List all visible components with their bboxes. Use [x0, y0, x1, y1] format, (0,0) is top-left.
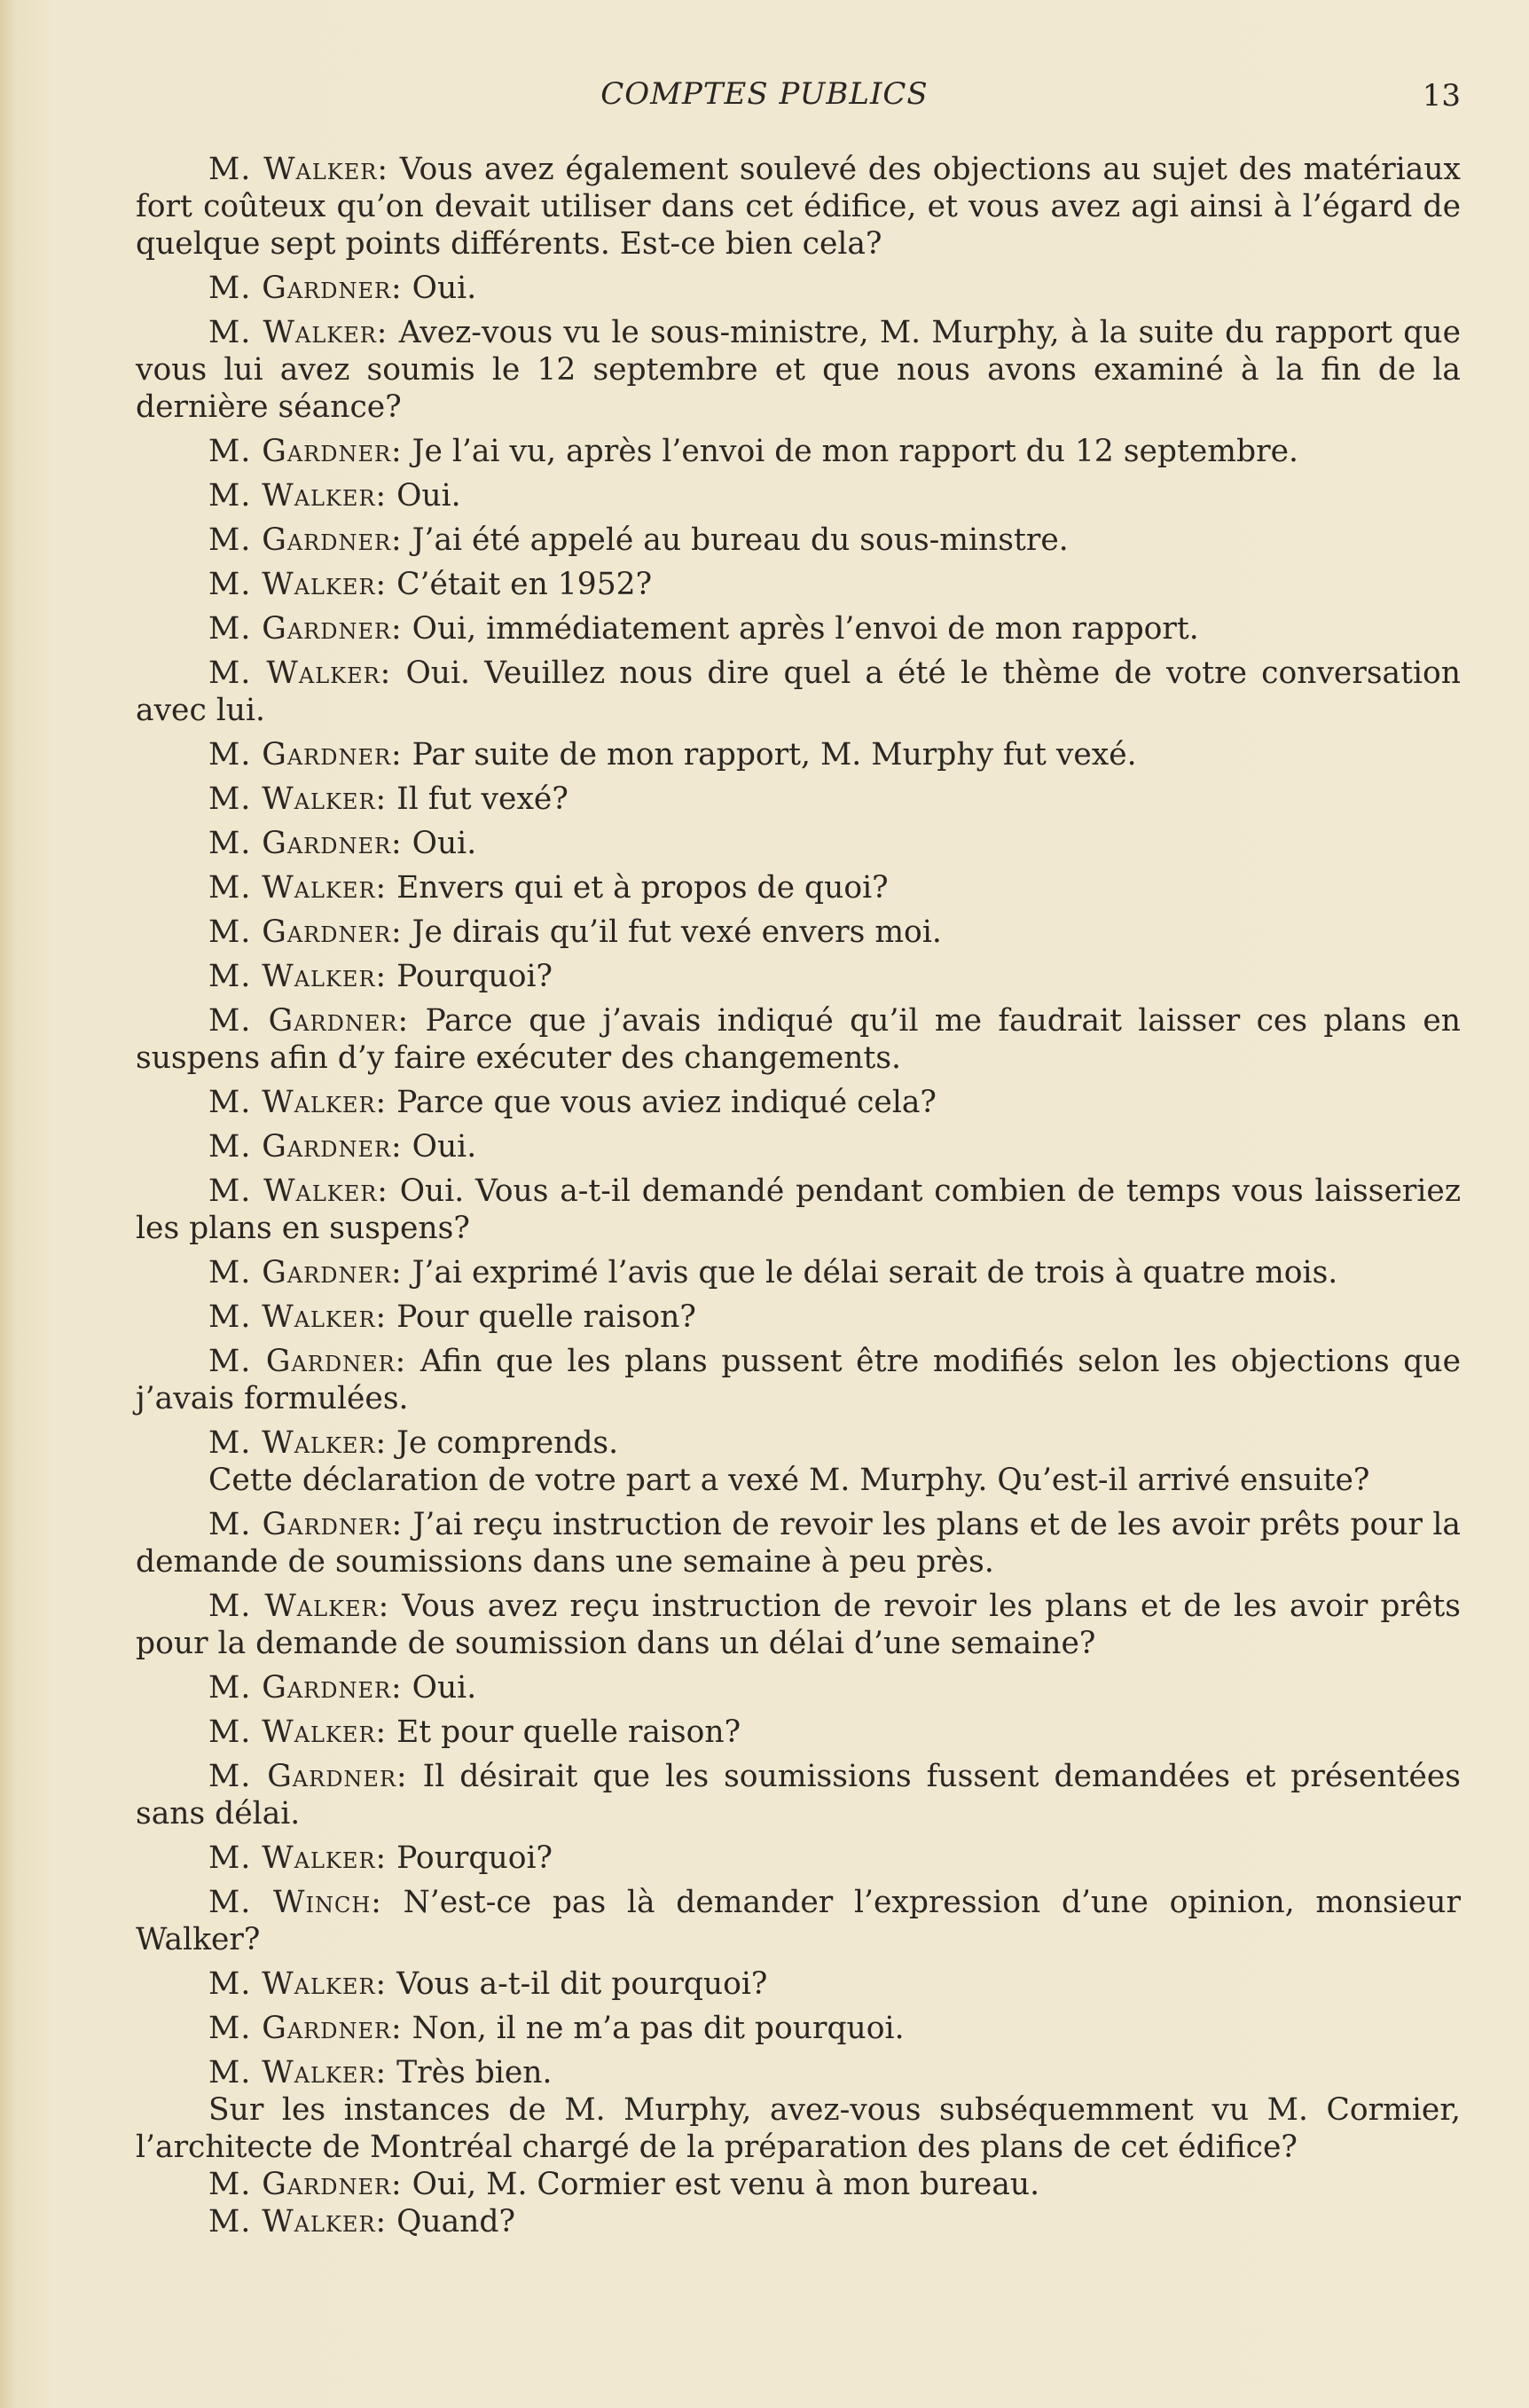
- speaker-label: M. Gardner:: [208, 2011, 403, 2046]
- dialogue-paragraph: [136, 1298, 1461, 1336]
- speaker-label: M. Gardner:: [208, 1344, 407, 1379]
- dialogue-text: J’ai reçu instruction de revoir les plans et de les avoir prêts pour la demande de soumissions dans une semaine à peu près.: [136, 1507, 1461, 1580]
- dialogue-paragraph: [136, 914, 1461, 951]
- speaker-label: M. Walker:: [208, 1966, 388, 2002]
- speaker-label: M. Gardner:: [208, 737, 403, 773]
- dialogue-text: Cette déclaration de votre part a vexé M. Murphy. Qu’est-il arrivé ensuite?: [208, 1463, 1370, 1498]
- speaker-label: M. Gardner:: [208, 1507, 404, 1542]
- dialogue-text: Il désirait que les soumissions fussent demandées et présentées sans délai.: [136, 1759, 1461, 1831]
- dialogue-text: Il fut vexé?: [396, 781, 568, 817]
- dialogue-text: Oui. Veuillez nous dire quel a été le thème de votre conversation avec lui.: [136, 655, 1462, 728]
- dialogue-text: Je comprends.: [396, 1425, 619, 1461]
- dialogue-text: Vous avez également soulevé des objections au sujet des matériaux fort coûteux qu’on devait utiliser dans cet édifice, et vous avez agi ainsi à l’égard de quelque sept points différents. Est-ce bien cela?: [136, 152, 1461, 262]
- speaker-label: M. Gardner:: [208, 434, 403, 469]
- transcript-body: [136, 151, 1461, 2247]
- dialogue-text: Oui.: [412, 1129, 477, 1165]
- speaker-label: M. Walker:: [208, 567, 388, 602]
- speaker-label: M. Gardner:: [208, 914, 403, 950]
- dialogue-paragraph: [136, 151, 1461, 263]
- dialogue-text: J’ai exprimé l’avis que le délai serait de trois à quatre mois.: [412, 1255, 1338, 1290]
- speaker-label: M. Walker:: [208, 2204, 388, 2239]
- dialogue-paragraph: [136, 825, 1461, 862]
- speaker-label: M. Walker:: [208, 2055, 388, 2090]
- dialogue-paragraph: [136, 1424, 1461, 1462]
- dialogue-paragraph: [136, 1965, 1461, 2003]
- dialogue-text: Pourquoi?: [396, 959, 553, 994]
- dialogue-text: N’est-ce pas là demander l’expression d’une opinion, monsieur Walker?: [136, 1885, 1461, 1957]
- dialogue-text: Parce que j’avais indiqué qu’il me faudrait laisser ces plans en suspens afin d’y faire exécuter des changements.: [136, 1003, 1461, 1076]
- dialogue-text: Parce que vous aviez indiqué cela?: [396, 1085, 937, 1120]
- dialogue-text: Non, il ne m’a pas dit pourquoi.: [412, 2011, 905, 2046]
- dialogue-paragraph: [136, 270, 1461, 307]
- dialogue-paragraph: [136, 477, 1461, 514]
- dialogue-text: Oui.: [412, 826, 477, 861]
- dialogue-paragraph: [136, 433, 1461, 470]
- page-number: 13: [1422, 78, 1461, 114]
- dialogue-paragraph: [136, 2010, 1461, 2047]
- dialogue-text: Oui, M. Cormier est venu à mon bureau.: [412, 2167, 1040, 2202]
- speaker-label: M. Walker:: [208, 152, 388, 187]
- page-header: [0, 76, 1529, 121]
- speaker-label: M. Gardner:: [208, 1670, 403, 1706]
- speaker-label: M. Walker:: [208, 1299, 388, 1335]
- dialogue-text: Oui.: [412, 271, 477, 306]
- dialogue-text: Avez-vous vu le sous-ministre, M. Murphy, à la suite du rapport que vous lui avez soumis le 12 septembre et que nous avons examiné à la fin de la dernière séance?: [136, 315, 1461, 425]
- dialogue-paragraph: [136, 958, 1461, 995]
- speaker-label: M. Gardner:: [208, 1759, 408, 1794]
- dialogue-paragraph: [136, 869, 1461, 906]
- speaker-label: M. Walker:: [208, 1588, 390, 1624]
- dialogue-paragraph: [136, 1128, 1461, 1165]
- dialogue-text: Pourquoi?: [396, 1840, 553, 1876]
- dialogue-paragraph: [136, 1084, 1461, 1121]
- dialogue-paragraph: [136, 1588, 1461, 1662]
- dialogue-paragraph: [136, 2091, 1461, 2166]
- dialogue-paragraph: [136, 522, 1461, 559]
- dialogue-paragraph: [136, 1758, 1461, 1832]
- dialogue-paragraph: [136, 1343, 1461, 1417]
- speaker-label: M. Gardner:: [208, 1003, 410, 1039]
- speaker-label: M. Walker:: [208, 1173, 388, 1209]
- dialogue-text: Et pour quelle raison?: [396, 1714, 741, 1750]
- dialogue-paragraph: [136, 1002, 1461, 1077]
- dialogue-text: Sur les instances de M. Murphy, avez-vous subséquemment vu M. Cormier, l’architecte de Montréal chargé de la préparation des plans de cet édifice?: [136, 2092, 1461, 2165]
- dialogue-paragraph: [136, 1506, 1461, 1580]
- dialogue-paragraph: [136, 736, 1461, 773]
- dialogue-text: Je dirais qu’il fut vexé envers moi.: [412, 914, 942, 950]
- dialogue-text: Envers qui et à propos de quoi?: [396, 870, 889, 906]
- dialogue-paragraph: [136, 314, 1461, 426]
- dialogue-paragraph: [136, 780, 1461, 818]
- dialogue-text: Oui.: [412, 1670, 477, 1706]
- dialogue-paragraph: [136, 1884, 1461, 1958]
- dialogue-text: Pour quelle raison?: [396, 1299, 696, 1335]
- speaker-label: M. Gardner:: [208, 522, 403, 558]
- dialogue-paragraph: [136, 1173, 1461, 1247]
- dialogue-paragraph: [136, 2054, 1461, 2091]
- speaker-label: M. Gardner:: [208, 826, 403, 861]
- speaker-label: M. Walker:: [208, 1085, 388, 1120]
- dialogue-paragraph: [136, 655, 1461, 729]
- speaker-label: M. Gardner:: [208, 1129, 403, 1165]
- dialogue-text: Par suite de mon rapport, M. Murphy fut vexé.: [412, 737, 1137, 773]
- speaker-label: M. Walker:: [208, 478, 388, 514]
- dialogue-text: J’ai été appelé au bureau du sous-minstre.: [412, 522, 1069, 558]
- dialogue-text: Oui.: [396, 478, 461, 514]
- dialogue-paragraph: [136, 1254, 1461, 1291]
- dialogue-text: C’était en 1952?: [396, 567, 653, 602]
- dialogue-text: Très bien.: [396, 2055, 553, 2090]
- dialogue-text: Je l’ai vu, après l’envoi de mon rapport du 12 septembre.: [412, 434, 1298, 469]
- dialogue-paragraph: [136, 2203, 1461, 2240]
- dialogue-paragraph: [136, 1462, 1461, 1499]
- speaker-label: M. Walker:: [208, 1840, 388, 1876]
- dialogue-text: Oui. Vous a-t-il demandé pendant combien de temps vous laisseriez les plans en suspens?: [136, 1173, 1461, 1246]
- dialogue-paragraph: [136, 1669, 1461, 1706]
- dialogue-text: Vous a-t-il dit pourquoi?: [396, 1966, 768, 2002]
- dialogue-text: Oui, immédiatement après l’envoi de mon rapport.: [412, 611, 1199, 647]
- dialogue-paragraph: [136, 1839, 1461, 1877]
- speaker-label: M. Gardner:: [208, 1255, 403, 1290]
- dialogue-paragraph: [136, 2166, 1461, 2203]
- speaker-label: M. Walker:: [208, 1714, 388, 1750]
- dialogue-text: Vous avez reçu instruction de revoir les plans et de les avoir prêts pour la demande de soumission dans un délai d’une semaine?: [136, 1588, 1461, 1661]
- dialogue-paragraph: [136, 610, 1461, 647]
- dialogue-paragraph: [136, 1714, 1461, 1751]
- speaker-label: M. Gardner:: [208, 611, 403, 647]
- dialogue-paragraph: [136, 566, 1461, 603]
- speaker-label: M. Walker:: [208, 1425, 388, 1461]
- speaker-label: M. Walker:: [208, 781, 388, 817]
- speaker-label: M. Gardner:: [208, 2167, 403, 2202]
- speaker-label: M. Winch:: [208, 1885, 382, 1920]
- dialogue-text: Quand?: [396, 2204, 515, 2239]
- running-title: COMPTES PUBLICS: [600, 76, 929, 112]
- speaker-label: M. Walker:: [208, 870, 388, 906]
- speaker-label: M. Walker:: [208, 315, 388, 350]
- dialogue-text: Afin que les plans pussent être modifiés selon les objections que j’avais formulées.: [136, 1344, 1461, 1416]
- speaker-label: M. Gardner:: [208, 271, 403, 306]
- speaker-label: M. Walker:: [208, 959, 388, 994]
- speaker-label: M. Walker:: [208, 655, 392, 691]
